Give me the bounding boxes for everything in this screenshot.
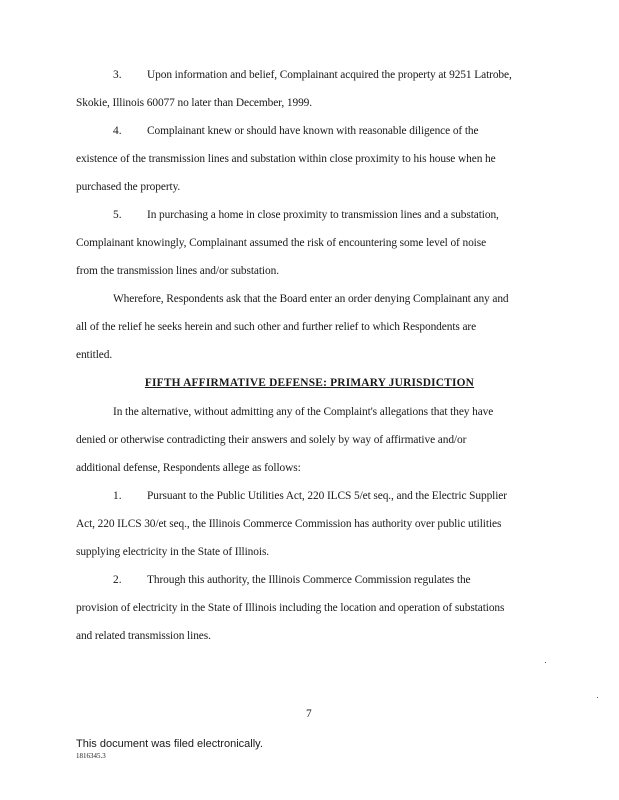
paragraph-line: denied or otherwise contradicting their answers and solely by way of affirmative and/or (76, 434, 467, 446)
paragraph-line: Complainant knowingly, Complainant assumed the risk of encountering some level of noise (76, 237, 487, 249)
paragraph-line: In purchasing a home in close proximity to transmission lines and a substation, (147, 209, 499, 221)
page-number: 7 (306, 708, 312, 720)
paragraph-line: Complainant knew or should have known with reasonable diligence of the (147, 125, 479, 137)
paragraph-line: all of the relief he seeks herein and such other and further relief to which Respondents are (76, 321, 477, 333)
paragraph-line: In the alternative, without admitting any of the Complaint's allegations that they have (113, 406, 494, 418)
paragraph-line: provision of electricity in the State of Illinois including the location and operation of substations (76, 602, 505, 614)
paragraph-number: 4. (113, 125, 122, 137)
paragraph-number: 2. (113, 574, 122, 586)
paragraph-line: additional defense, Respondents allege as follows: (76, 462, 301, 474)
paragraph-number: 3. (113, 69, 122, 81)
paragraph-line: Pursuant to the Public Utilities Act, 220 ILCS 5/et seq., and the Electric Supplier (147, 490, 507, 502)
paragraph-line: supplying electricity in the State of Illinois. (76, 546, 270, 558)
document-id: 1816345.3 (76, 752, 106, 760)
paragraph-number: 1. (113, 490, 122, 502)
scan-speck (545, 662, 546, 663)
paragraph-number: 5. (113, 209, 122, 221)
paragraph-line: Skokie, Illinois 60077 no later than December, 1999. (76, 97, 313, 109)
paragraph-line: existence of the transmission lines and substation within close proximity to his house when he (76, 153, 496, 165)
paragraph-line: Act, 220 ILCS 30/et seq., the Illinois Commerce Commission has authority over public utilities (76, 518, 502, 530)
filing-notice: This document was filed electronically. (76, 738, 263, 750)
section-heading: FIFTH AFFIRMATIVE DEFENSE: PRIMARY JURISDICTION (144, 377, 475, 389)
paragraph-line: Through this authority, the Illinois Commerce Commission regulates the (147, 574, 471, 586)
paragraph-line: purchased the property. (76, 181, 181, 193)
paragraph-line: Upon information and belief, Complainant acquired the property at 9251 Latrobe, (147, 69, 512, 81)
paragraph-line: and related transmission lines. (76, 630, 211, 642)
scan-speck (597, 697, 598, 698)
paragraph-line: from the transmission lines and/or substation. (76, 265, 279, 277)
paragraph-line: entitled. (76, 349, 113, 361)
paragraph-line: Wherefore, Respondents ask that the Board enter an order denying Complainant any and (113, 293, 509, 305)
